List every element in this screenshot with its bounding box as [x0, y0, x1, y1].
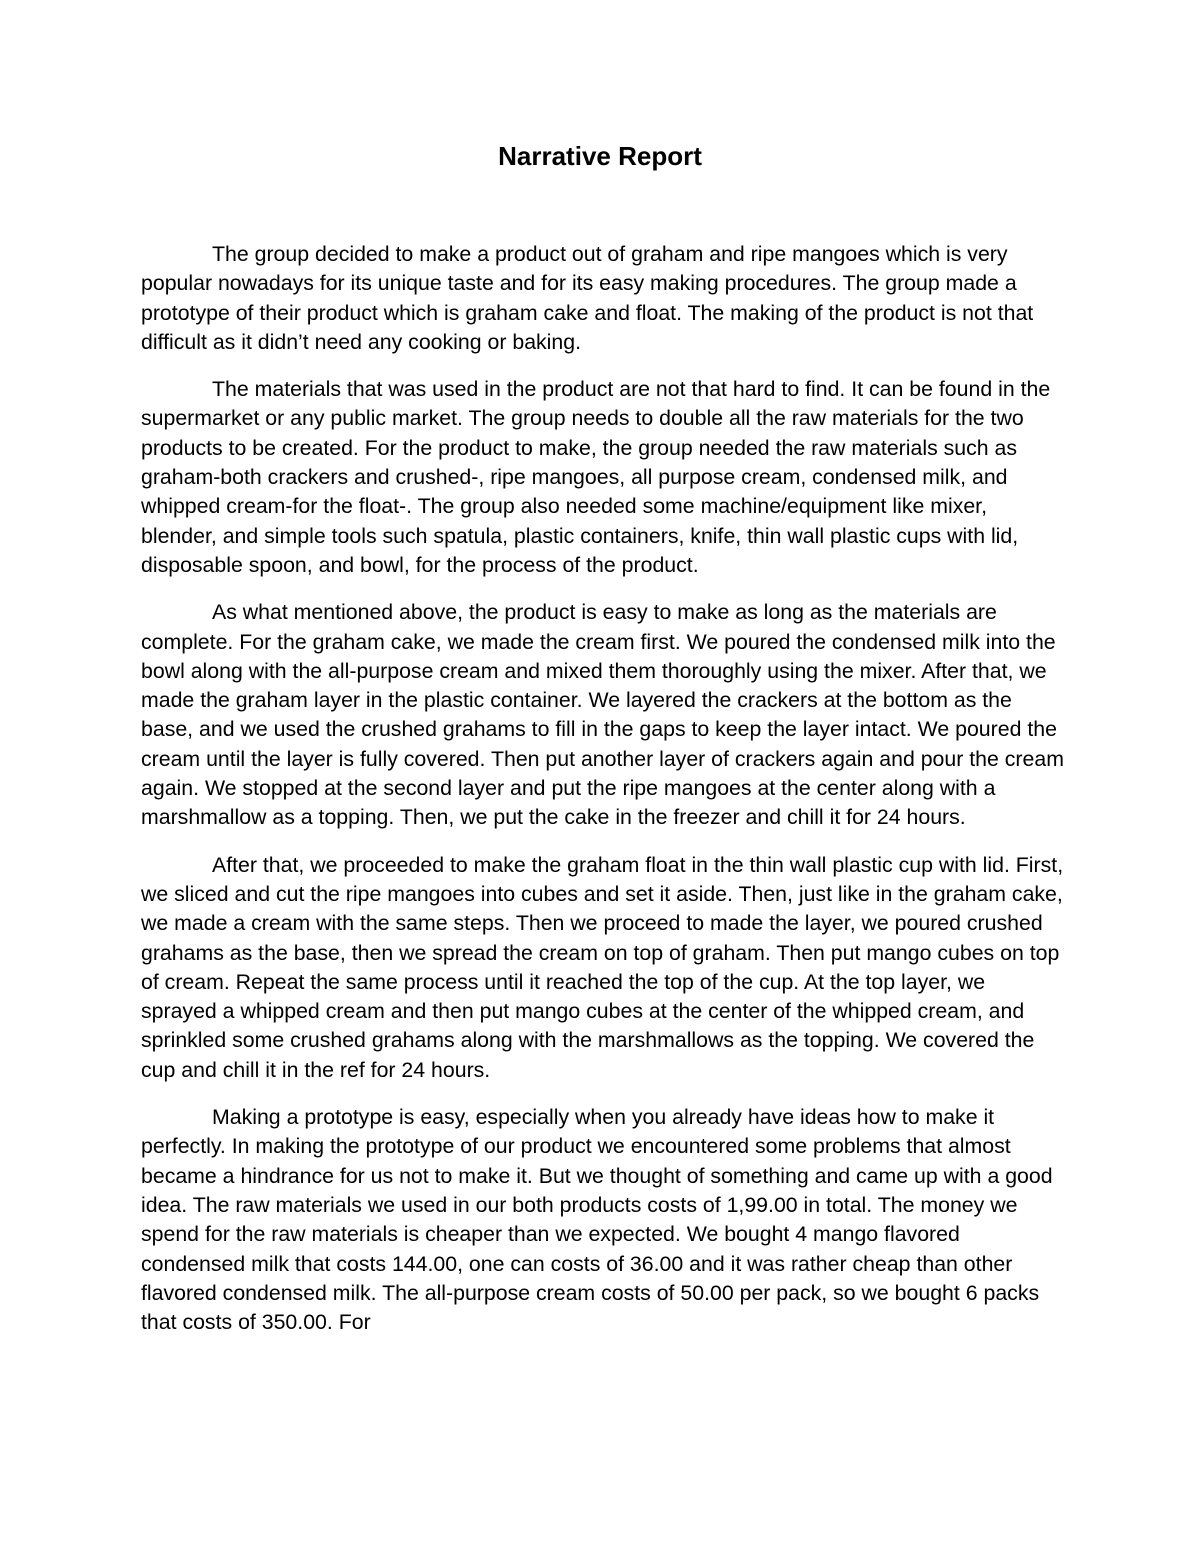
paragraph-5: Making a prototype is easy, especially when you already have ideas how to make it perfectly. In making the prototype of our product we encountered some problems that almost became a hindrance for us not to make it. But we thought of something and came up with a good idea. The raw materials we used in our both products costs of 1,99.00 in total. The money we spend for the raw materials is cheaper than we expected. We bought 4 mango flavored condensed milk that costs 144.00, one can costs of 36.00 and it was rather cheap than other flavored condensed milk. The all-purpose cream costs of 50.00 per pack, so we bought 6 packs that costs of 350.00. For: [141, 1105, 1053, 1335]
paragraph-4: After that, we proceeded to make the graham float in the thin wall plastic cup with lid. First, we sliced and cut the ripe mangoes into cubes and set it aside. Then, just like in the graham cake, we made a cream with the same steps. Then we proceed to made the layer, we poured crushed grahams as the base, then we spread the cream on top of graham. Then put mango cubes on top of cream. Repeat the same process until it reached the top of the cup. At the top layer, we sprayed a whipped cream and then put mango cubes at the center of the whipped cream, and sprinkled some crushed grahams along with the marshmallows as the topping. We covered the cup and chill it in the ref for 24 hours.: [141, 852, 1064, 1082]
document-title: Narrative Report: [498, 141, 702, 171]
document-body: [141, 240, 1065, 1355]
paragraph-2: The materials that was used in the product are not that hard to find. It can be found in the supermarket or any public market. The group needs to double all the raw materials for the two products to be created. For the product to make, the group needed the raw materials such as graham-both crackers and crushed-, ripe mangoes, all purpose cream, condensed milk, and whipped cream-for the float-. The group also needed some machine/equipment like mixer, blender, and simple tools such spatula, plastic containers, knife, thin wall plastic cups with lid, disposable spoon, and bowl, for the process of the product.: [141, 377, 1051, 577]
paragraph-1: The group decided to make a product out of graham and ripe mangoes which is very popular nowadays for its unique taste and for its easy making procedures. The group made a prototype of their product which is graham cake and float. The making of the product is not that difficult as it didn’t need any cooking or baking.: [141, 242, 1034, 354]
paragraph-3: As what mentioned above, the product is easy to make as long as the materials are complete. For the graham cake, we made the cream first. We poured the condensed milk into the bowl along with the all-purpose cream and mixed them thoroughly using the mixer. After that, we made the graham layer in the plastic container. We layered the crackers at the bottom as the base, and we used the crushed grahams to fill in the gaps to keep the layer intact. We poured the cream until the layer is fully covered. Then put another layer of crackers again and pour the cream again. We stopped at the second layer and put the ripe mangoes at the center along with a marshmallow as a topping. Then, we put the cake in the freezer and chill it for 24 hours.: [141, 600, 1064, 830]
